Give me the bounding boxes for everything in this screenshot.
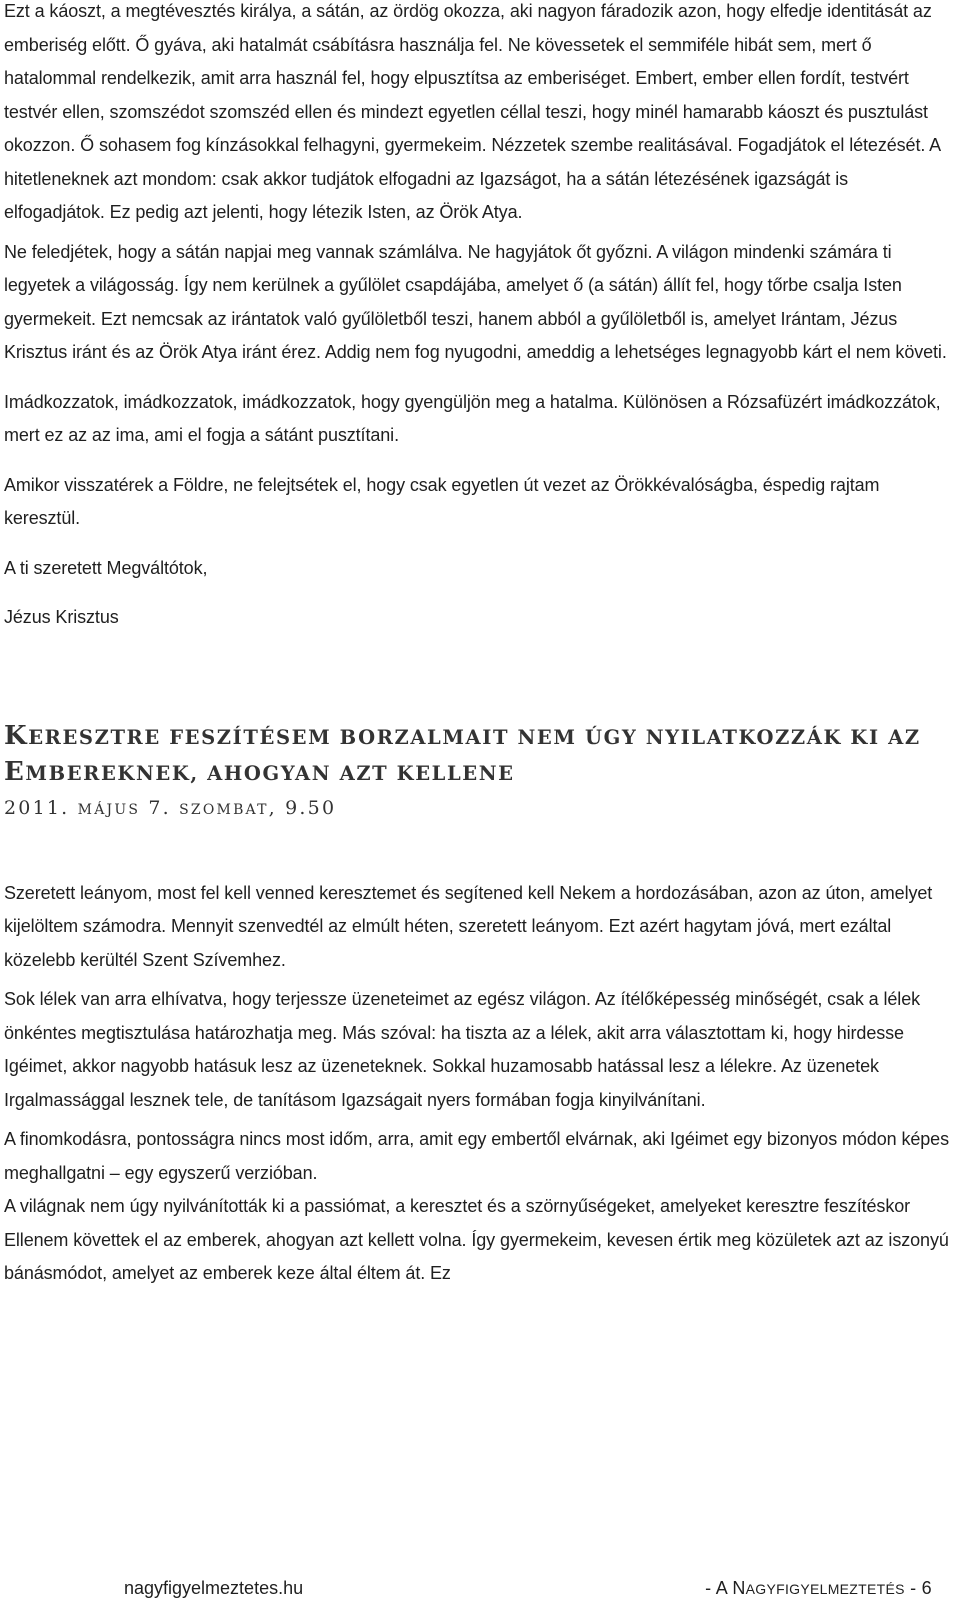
closing-salutation: A ti szeretett Megváltótok, [4,557,208,578]
paragraph-days-numbered: Ne feledjétek, hogy a sátán napjai meg vannak számlálva. Ne hagyjátok őt győzni. A világon mindenki számára ti legyetek a világosság. Így nem kerülnek a gyűlölet csapdájába, amelyet ő (a sátán) állít fel, hogy tőrbe csalja Isten gyermekeit. Ezt nemcsak az irántatok való gyűlöletből teszi, hanem abból a gyűlöletből is, amelyet Irántam, Jézus Krisztus iránt és az Örök Atya iránt érez. Addig nem fog nyugodni, ameddig a lehetséges legnagyobb kárt el nem követi. [4,241,947,362]
paragraph-take-cross: Szeretett leányom, most fel kell venned keresztemet és segítened kell Nekem a hordozásában, azon az úton, amelyet kijelöltem számodra. Mennyit szenvedtél az elmúlt héten, szeretett leányom. Ezt azért hagytam jóvá, mert ezáltal közelebb kerültél Szent Szívemhez. [4,882,933,970]
paragraph-passion: A világnak nem úgy nyilvánították ki a passiómat, a keresztet és a szörnyűségeket, amelyeket keresztre feszítéskor Ellenem követtek el az emberek, ahogyan azt kellett volna. Így gyermekeim, kevesen értik meg közületek azt az iszonyú bánásmódot, amelyet az emberek keze által éltem át. Ez [4,1196,949,1283]
page-footer [0,1578,960,1608]
heading-line-1: KERESZTRE FESZÍTÉSEM BORZALMAIT NEM ÚGY NYILATKOZZÁK KI AZ [4,720,921,751]
paragraph-pray: Imádkozzatok, imádkozzatok, imádkozzatok, hogy gyengüljön meg a hatalma. Különösen a Rózsafüzért imádkozzátok, mert ez az az ima, ami el fogja a sátánt pusztítani. [4,391,941,445]
signature-name: Jézus Krisztus [4,607,119,627]
footer-site: nagyfigyelmeztetes.hu [124,1578,304,1598]
paragraph-many-souls: Sok lélek van arra elhívatva, hogy terjessze üzeneteimet az egész világon. Az ítélőképesség minőségét, csak a lélek önkéntes megtisztulása határozhatja meg. Más szóval: ha tiszta az a lélek, akit arra választottam ki, hogy hirdesse Igéimet, akkor nagyobb hatásuk lesz az üzeneteknek. Sokkal huzamosabb hatással lesz a lélekre. Az üzenetek Irgalmassággal lesznek tele, de tanításom Igazságait nyers formában fogja kinyilvánítani. [4,989,921,1110]
paragraph-no-time: A finomkodásra, pontosságra nincs most időm, arra, amit egy embertől elvárnak, aki Igéimet egy bizonyos módon képes meghallgatni – egy egyszerű verzióban. [4,1129,949,1183]
message-date: 2011. MÁJUS 7. SZOMBAT, 9.50 [4,796,337,819]
message-section-2 [4,877,949,1291]
message-section-1 [4,0,949,635]
document-page [4,0,949,1291]
heading-line-2: EMBEREKNEK, AHOGYAN AZT KELLENE [4,756,515,787]
footer-title-page-number: - A NAGYFIGYELMEZTETÉS - 6 [705,1578,932,1598]
paragraph-satan-chaos: Ezt a káoszt, a megtévesztés királya, a sátán, az ördög okozza, aki nagyon fáradozik azon, hogy elfedje identitását az emberiség előtt. Ő gyáva, aki hatalmát csábításra használja fel. Ne kövessetek el semmiféle hibát sem, mert ő hatalommal rendelkezik, amit arra használ fel, hogy elpusztítsa az emberiséget. Embert, ember ellen fordít, testvért testvér ellen, szomszédot szomszéd ellen és mindezt egyetlen céllal teszi, hogy minél hamarabb káoszt és pusztulást okozzon. Ő sohasem fog kínzásokkal felhagyni, gyermekeim. Nézzetek szembe realitásával. Fogadjátok el létezését. A hitetleneknek azt mondom: csak akkor tudjátok elfogadni az Igazságot, ha a sátán létezésének igazságát is elfogadjátok. Ez pedig azt jelenti, hogy létezik Isten, az Örök Atya. [4,1,941,222]
paragraph-return: Amikor visszatérek a Földre, ne felejtsétek el, hogy csak egyetlen út vezet az Örökkévalóságba, éspedig rajtam keresztül. [4,474,880,528]
message-heading [4,719,949,825]
